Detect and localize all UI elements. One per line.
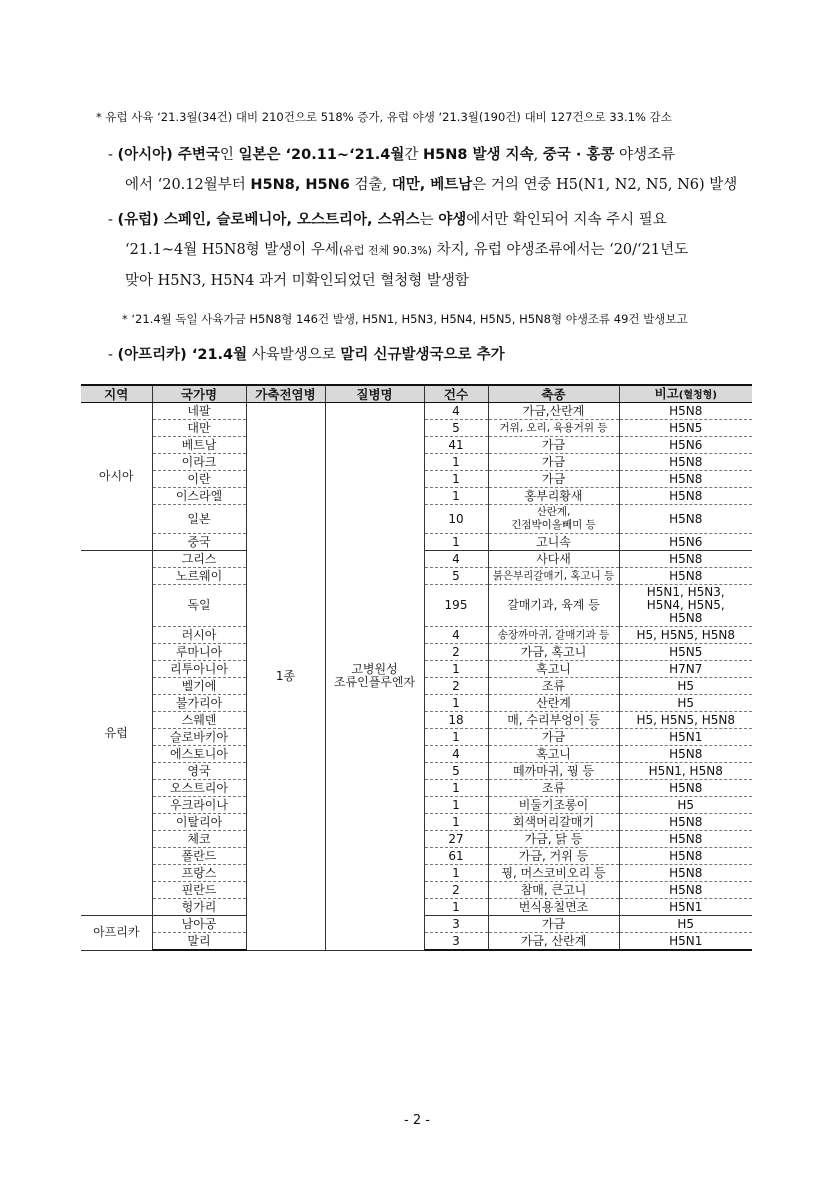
species-cell: 가금: [488, 471, 619, 488]
count-cell: 1: [424, 695, 488, 712]
species-cell: 비둘기조롱이: [488, 797, 619, 814]
serotype-cell: H5N1, H5N3, H5N4, H5N5, H5N8: [619, 585, 752, 627]
count-cell: 1: [424, 814, 488, 831]
species-cell: 가금, 거위 등: [488, 848, 619, 865]
country-cell: 일본: [152, 505, 246, 534]
species-cell: 매, 수리부엉이 등: [488, 712, 619, 729]
count-cell: 5: [424, 420, 488, 437]
serotype-cell: H5N5: [619, 644, 752, 661]
species-cell: 산란계: [488, 695, 619, 712]
count-cell: 61: [424, 848, 488, 865]
serotype-cell: H5N8: [619, 882, 752, 899]
count-cell: 1: [424, 471, 488, 488]
count-cell: 3: [424, 933, 488, 951]
species-cell: 갈매기과, 육계 등: [488, 585, 619, 627]
country-cell: 스웨덴: [152, 712, 246, 729]
count-cell: 1: [424, 534, 488, 551]
count-cell: 18: [424, 712, 488, 729]
country-cell: 루마니아: [152, 644, 246, 661]
serotype-cell: H5: [619, 678, 752, 695]
count-cell: 1: [424, 865, 488, 882]
header-remarks: 비고(혈청형): [619, 385, 752, 403]
country-cell: 그리스: [152, 551, 246, 568]
serotype-cell: H5N1: [619, 899, 752, 916]
country-cell: 이라크: [152, 454, 246, 471]
species-cell: 떼까마귀, 꿩 등: [488, 763, 619, 780]
species-cell: 가금: [488, 454, 619, 471]
count-cell: 3: [424, 916, 488, 933]
table-row: [81, 403, 752, 420]
species-cell: 꿩, 머스코비오리 등: [488, 865, 619, 882]
species-cell: 송장까마귀, 갈매기과 등: [488, 627, 619, 644]
paragraph-europe: - (유럽) 스페인, 슬로베니아, 오스트리아, 스위스는 야생에서만 확인되어 지속 주시 필요 ‘21.1~4월 H5N8형 발생이 우세(유럽 전체 90.3%) 차지, 유럽 야생조류에서는 ‘20/‘21년도 맞아 H5N3, H5N4 과거 미확인되었던 혈청형 발생함: [108, 212, 689, 289]
country-cell: 헝가리: [152, 899, 246, 916]
species-cell: 가금: [488, 729, 619, 746]
header-species: 축종: [488, 385, 619, 403]
footnote-europe-stats: * 유럽 사육 ‘21.3월(34건) 대비 210건으로 518% 증가, 유럽 야생 ‘21.3월(190건) 대비 127건으로 33.1% 감소: [96, 110, 672, 124]
header-count: 건수: [424, 385, 488, 403]
disease-class-cell: 1종: [246, 403, 325, 951]
serotype-cell: H5N1: [619, 933, 752, 951]
country-cell: 네팔: [152, 403, 246, 420]
table-header-row: [81, 385, 752, 403]
serotype-cell: H5, H5N5, H5N8: [619, 627, 752, 644]
count-cell: 195: [424, 585, 488, 627]
region-cell: 아프리카: [81, 916, 152, 951]
count-cell: 5: [424, 763, 488, 780]
country-cell: 이탈리아: [152, 814, 246, 831]
count-cell: 1: [424, 488, 488, 505]
species-cell: 산란계, 긴점박이올빼미 등: [488, 505, 619, 534]
footnote-germany: * ‘21.4월 독일 사육가금 H5N8형 146건 발생, H5N1, H5N3, H5N4, H5N5, H5N8형 야생조류 49건 발생보고: [122, 312, 688, 326]
species-cell: 홍부리황새: [488, 488, 619, 505]
country-cell: 러시아: [152, 627, 246, 644]
serotype-cell: H5N8: [619, 814, 752, 831]
count-cell: 1: [424, 454, 488, 471]
serotype-cell: H5N1: [619, 729, 752, 746]
serotype-cell: H5N8: [619, 454, 752, 471]
count-cell: 4: [424, 551, 488, 568]
species-cell: 참매, 큰고니: [488, 882, 619, 899]
serotype-cell: H5N5: [619, 420, 752, 437]
header-disease-name: 질병명: [325, 385, 424, 403]
serotype-cell: H5: [619, 916, 752, 933]
species-cell: 고니속: [488, 534, 619, 551]
count-cell: 1: [424, 729, 488, 746]
species-cell: 가금: [488, 437, 619, 454]
serotype-cell: H5N8: [619, 488, 752, 505]
count-cell: 10: [424, 505, 488, 534]
species-cell: 혹고니: [488, 661, 619, 678]
serotype-cell: H5N8: [619, 471, 752, 488]
serotype-cell: H5: [619, 797, 752, 814]
count-cell: 2: [424, 678, 488, 695]
count-cell: 4: [424, 746, 488, 763]
species-cell: 회색머리갈매기: [488, 814, 619, 831]
serotype-cell: H5N8: [619, 403, 752, 420]
serotype-cell: H5: [619, 695, 752, 712]
serotype-cell: H5N8: [619, 568, 752, 585]
serotype-cell: H5N6: [619, 534, 752, 551]
country-cell: 리투아니아: [152, 661, 246, 678]
serotype-cell: H7N7: [619, 661, 752, 678]
header-disease-class: 가축전염병: [246, 385, 325, 403]
count-cell: 4: [424, 403, 488, 420]
species-cell: 가금,산란계: [488, 403, 619, 420]
country-cell: 폴란드: [152, 848, 246, 865]
country-cell: 불가리아: [152, 695, 246, 712]
country-cell: 이란: [152, 471, 246, 488]
country-cell: 오스트리아: [152, 780, 246, 797]
count-cell: 4: [424, 627, 488, 644]
serotype-cell: H5N8: [619, 831, 752, 848]
count-cell: 2: [424, 882, 488, 899]
species-cell: 혹고니: [488, 746, 619, 763]
count-cell: 27: [424, 831, 488, 848]
region-cell: 유럽: [81, 551, 152, 916]
header-region: 지역: [81, 385, 152, 403]
country-cell: 우크라이나: [152, 797, 246, 814]
count-cell: 1: [424, 661, 488, 678]
disease-name-line1: 고병원성: [351, 662, 398, 677]
region-cell: 아시아: [81, 403, 152, 551]
disease-name-cell: [325, 403, 424, 951]
country-cell: 에스토니아: [152, 746, 246, 763]
species-cell: 가금, 산란계: [488, 933, 619, 951]
serotype-cell: H5N6: [619, 437, 752, 454]
species-cell: 번식용칠면조: [488, 899, 619, 916]
country-cell: 독일: [152, 585, 246, 627]
count-cell: 5: [424, 568, 488, 585]
serotype-cell: H5N8: [619, 865, 752, 882]
paragraph-africa: - (아프리카) ‘21.4월 사육발생으로 말리 신규발생국으로 추가: [108, 347, 505, 363]
disease-name-line2: 조류인플루엔자: [333, 675, 416, 690]
species-cell: 가금, 닭 등: [488, 831, 619, 848]
species-cell: 조류: [488, 678, 619, 695]
paragraph-asia: - (아시아) 주변국인 일본은 ‘20.11~‘21.4월간 H5N8 발생 지속, 중국 · 홍콩 야생조류 에서 ‘20.12월부터 H5N8, H5N6 검출, 대만, 베트남은 거의 연중 H5(N1, N2, N5, N6) 발생: [108, 147, 738, 193]
serotype-cell: H5, H5N5, H5N8: [619, 712, 752, 729]
outbreak-table: [81, 384, 752, 951]
country-cell: 체코: [152, 831, 246, 848]
species-cell: 조류: [488, 780, 619, 797]
serotype-cell: H5N8: [619, 551, 752, 568]
serotype-cell: H5N8: [619, 780, 752, 797]
species-cell: 가금, 혹고니: [488, 644, 619, 661]
country-cell: 핀란드: [152, 882, 246, 899]
country-cell: 베트남: [152, 437, 246, 454]
serotype-cell: H5N8: [619, 505, 752, 534]
header-country: 국가명: [152, 385, 246, 403]
country-cell: 프랑스: [152, 865, 246, 882]
country-cell: 벨기에: [152, 678, 246, 695]
serotype-cell: H5N8: [619, 746, 752, 763]
serotype-cell: H5N8: [619, 848, 752, 865]
country-cell: 대만: [152, 420, 246, 437]
country-cell: 영국: [152, 763, 246, 780]
count-cell: 1: [424, 899, 488, 916]
country-cell: 말리: [152, 933, 246, 951]
count-cell: 1: [424, 797, 488, 814]
species-cell: 붉은부리갈매기, 혹고니 등: [488, 568, 619, 585]
country-cell: 이스라엘: [152, 488, 246, 505]
count-cell: 1: [424, 780, 488, 797]
species-cell: 거위, 오리, 육용거위 등: [488, 420, 619, 437]
country-cell: 슬로바키아: [152, 729, 246, 746]
species-cell: 가금: [488, 916, 619, 933]
serotype-cell: H5N1, H5N8: [619, 763, 752, 780]
country-cell: 노르웨이: [152, 568, 246, 585]
species-cell: 사다새: [488, 551, 619, 568]
country-cell: 남아공: [152, 916, 246, 933]
count-cell: 2: [424, 644, 488, 661]
count-cell: 41: [424, 437, 488, 454]
page-number: - 2 -: [404, 1113, 430, 1128]
country-cell: 중국: [152, 534, 246, 551]
